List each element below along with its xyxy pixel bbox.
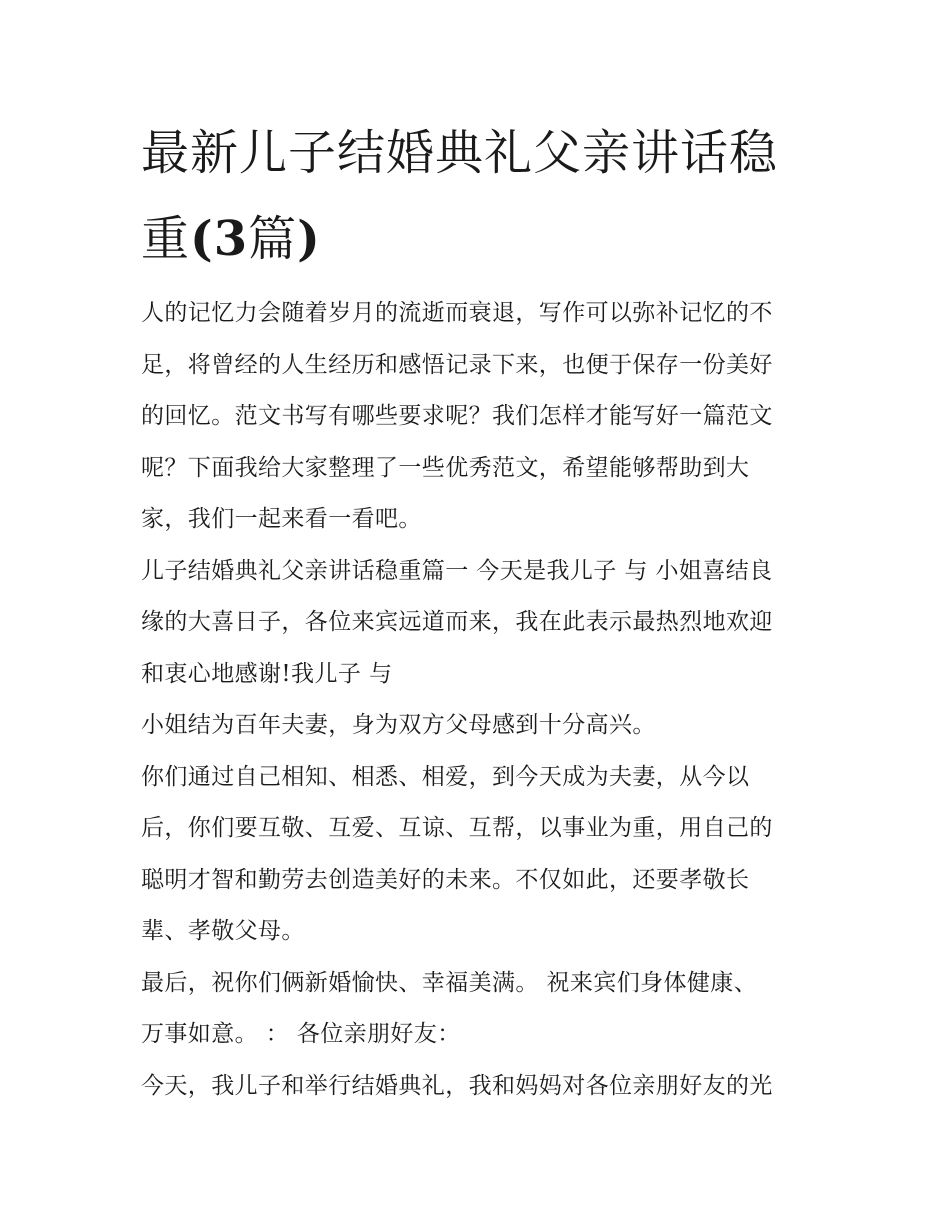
paragraph-line: 小姐结为百年夫妻，身为双方父母感到十分高兴。 — [141, 712, 656, 738]
paragraph-speech-opening — [141, 546, 813, 701]
title-line-1: 最新儿子结婚典礼父亲讲话稳 — [141, 125, 779, 181]
paragraph-couple — [141, 700, 813, 752]
paragraph-line: 儿子结婚典礼父亲讲话稳重篇一 今天是我儿子 与 小姐喜结良 — [141, 557, 773, 584]
paragraph-line: 最后，祝你们俩新婚愉快、幸福美满。 祝来宾们身体健康、 — [141, 969, 758, 996]
paragraph-line: 的回忆。范文书写有哪些要求呢？我们怎样才能写好一篇范文 — [141, 403, 773, 429]
paragraph-line: 呢？下面我给大家整理了一些优秀范文，希望能够帮助到大 — [141, 454, 750, 481]
title-count-word: 篇 — [248, 211, 298, 267]
paragraph-line: 万事如意。 ： 各位亲朋好友： — [141, 1021, 461, 1047]
paragraph-line: 缘的大喜日子，各位来宾远道而来，我在此表示最热烈地欢迎 — [141, 609, 773, 635]
title-count-open: (3 — [190, 211, 249, 267]
paragraph-line: 和衷心地感谢!我儿子 与 — [141, 660, 393, 687]
document-title — [141, 110, 813, 282]
document-body — [141, 288, 813, 1112]
paragraph-second-speech — [141, 1061, 813, 1113]
paragraph-blessing — [141, 958, 813, 1061]
paragraph-intro — [141, 288, 813, 546]
paragraph-line: 家，我们一起来看一看吧。 — [141, 506, 422, 532]
title-line-2 — [141, 196, 813, 282]
title-line-2-pre: 重 — [141, 211, 191, 267]
document-page — [141, 110, 813, 1112]
title-count-close: ) — [297, 211, 321, 267]
paragraph-line: 人的记忆力会随着岁月的流逝而衰退，写作可以弥补记忆的不 — [141, 300, 773, 326]
paragraph-line: 今天，我儿子和举行结婚典礼，我和妈妈对各位亲朋好友的光 — [141, 1072, 773, 1099]
paragraph-line: 足，将曾经的人生经历和感悟记录下来，也便于保存一份美好 — [141, 351, 773, 378]
paragraph-line: 后，你们要互敬、互爱、互谅、互帮，以事业为重，用自己的 — [141, 815, 773, 841]
paragraph-advice — [141, 752, 813, 958]
paragraph-line: 聪明才智和勤劳去创造美好的未来。不仅如此，还要孝敬长 — [141, 866, 750, 893]
paragraph-line: 你们通过自己相知、相悉、相爱，到今天成为夫妻，从今以 — [141, 763, 750, 790]
paragraph-line: 辈、孝敬父母。 — [141, 918, 305, 944]
